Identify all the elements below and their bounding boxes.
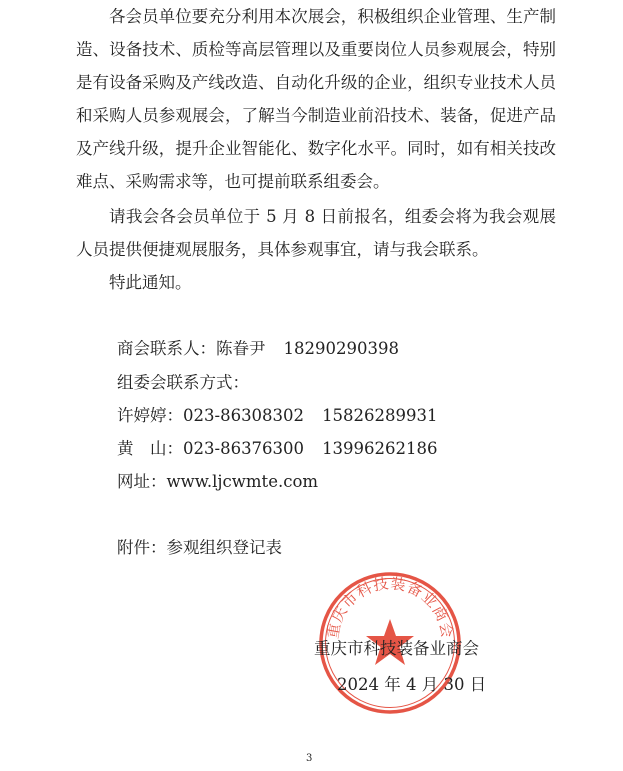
huang-contact-label: 黄 山：023-86376300	[117, 439, 305, 458]
page-number: 3	[306, 753, 313, 764]
xu-contact-line	[117, 406, 438, 426]
committee-contact-heading: 组委会联系方式：	[117, 373, 249, 392]
chamber-contact-label: 商会联系人：陈眷尹	[117, 339, 266, 358]
website-line: 网址：www.ljcwmte.com	[117, 472, 319, 491]
body-paragraph-2: 请我会各会员单位于 5 月 8 日前报名，组委会将为我会观展人员提供便捷观展服务，具体参观事宜，请与我会联系。	[76, 207, 556, 259]
xu-contact-label: 许婷婷：023-86308302	[117, 406, 305, 425]
huang-contact-phone: 13996262186	[322, 439, 438, 458]
xu-contact-phone: 15826289931	[322, 406, 438, 425]
body-paragraph-1: 各会员单位要充分利用本次展会，积极组织企业管理、生产制造、设备技术、质检等高层管理以及重要岗位人员参观展会，特别是有设备采购及产线改造、自动化升级的企业，组织专业技术人员和采购人员参观展会，了解当今制造业前沿技术、装备，促进产品及产线升级，提升企业智能化、数字化水平。同时，如有相关技改难点、采购需求等，也可提前联系组委会。	[76, 7, 556, 191]
attachment-line: 附件：参观组织登记表	[117, 538, 282, 557]
body-paragraph-3: 特此通知。	[109, 273, 192, 292]
chamber-contact-phone: 18290290398	[283, 339, 399, 358]
svg-text:重庆市科技装备业商会: 重庆市科技装备业商会	[323, 574, 457, 640]
signature-organization: 重庆市科技装备业商会	[314, 639, 479, 658]
signature-date: 2024 年 4 月 30 日	[337, 675, 487, 694]
huang-contact-line	[117, 439, 438, 459]
chamber-contact-line	[117, 339, 399, 359]
